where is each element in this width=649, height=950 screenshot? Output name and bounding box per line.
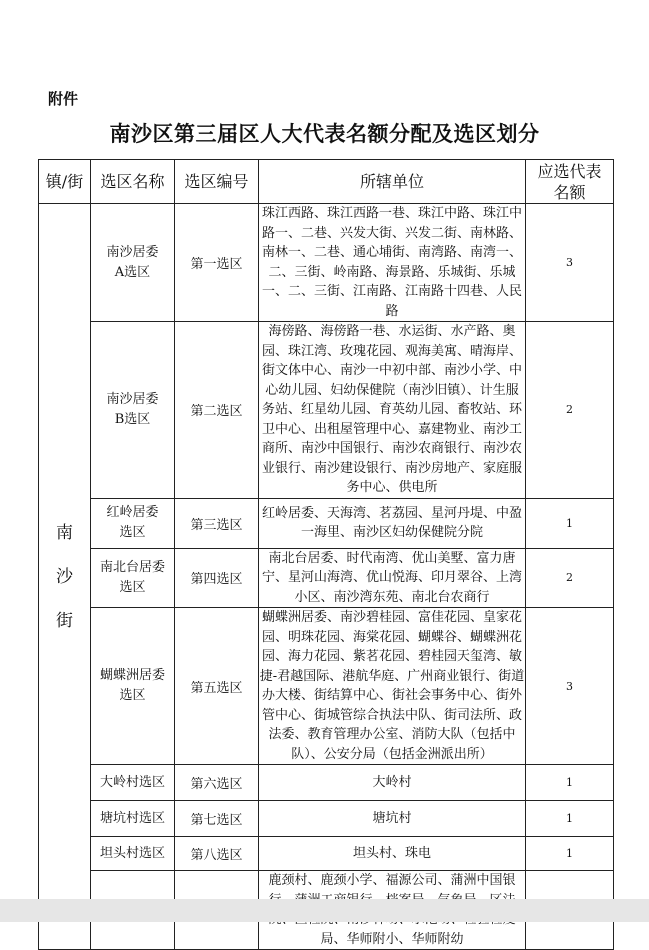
table-row	[39, 837, 614, 871]
district-number-cell: 第五选区	[175, 608, 259, 765]
table-row	[39, 801, 614, 837]
district-name-line: 坦头村选区	[99, 845, 165, 861]
district-name-line: A选区	[114, 264, 151, 280]
page-bottom-shade	[0, 899, 649, 922]
district-name-cell	[91, 322, 175, 499]
table-row	[39, 608, 614, 765]
district-name-cell	[91, 608, 175, 765]
header-seats	[526, 160, 614, 204]
allocation-table	[38, 159, 614, 950]
header-district-number: 选区编号	[175, 160, 259, 204]
page-title: 南沙区第三届区人大代表名额分配及选区划分	[109, 121, 540, 146]
seats-cell: 3	[526, 608, 614, 765]
table-row	[39, 498, 614, 548]
district-name-cell	[91, 837, 175, 871]
district-number-cell: 第二选区	[175, 322, 259, 499]
town-char: 街	[56, 610, 73, 631]
attachment-label: 附件	[48, 90, 79, 108]
district-number-cell: 第三选区	[175, 498, 259, 548]
town-cell	[39, 204, 91, 950]
units-cell: 南北台居委、时代南湾、优山美墅、富力唐宁、星河山海湾、优山悦海、印月翠谷、上湾小区、南沙湾东苑、南北台农商行	[259, 548, 526, 608]
district-name-line: 选区	[119, 525, 146, 540]
district-name-cell	[91, 801, 175, 837]
town-char: 南	[56, 522, 73, 543]
table-header-row	[39, 160, 614, 204]
table-row	[39, 204, 614, 322]
district-name-cell	[91, 498, 175, 548]
district-name-cell	[91, 765, 175, 801]
seats-cell: 1	[526, 837, 614, 871]
table-row	[39, 765, 614, 801]
district-number-cell: 第一选区	[175, 204, 259, 322]
seats-cell: 3	[526, 204, 614, 322]
header-district-name: 选区名称	[91, 160, 175, 204]
header-seats-line: 名额	[553, 182, 586, 202]
seats-cell: 2	[526, 548, 614, 608]
header-town: 镇/街	[39, 160, 91, 204]
district-name-line: 选区	[119, 688, 146, 703]
district-name-cell	[91, 548, 175, 608]
units-cell: 珠江西路、珠江西路一巷、珠江中路、珠江中路一、二巷、兴发大街、兴发二街、南林路、南林一、二巷、通心埔街、南湾路、南湾一、二、三街、岭南路、海景路、乐城街、乐城一、二、三街、江南路、江南路十四巷、人民路	[259, 204, 526, 322]
units-cell: 海傍路、海傍路一巷、水运街、水产路、奥园、珠江湾、玫瑰花园、观海美寓、晴海岸、街文体中心、南沙一中初中部、南沙小学、中心幼儿园、妇幼保健院（南沙旧镇）、计生服务站、红星幼儿园、育英幼儿园、畜牧站、环卫中心、出租屋管理中心、嘉建物业、南沙工商所、南沙中国银行、南沙农商银行、南沙农业银行、南沙建设银行、南沙房地产、家庭服务中心、供电所	[259, 322, 526, 499]
seats-cell: 1	[526, 765, 614, 801]
units-cell: 坦头村、珠电	[259, 837, 526, 871]
units-cell: 红岭居委、天海湾、茗荔园、星河丹堤、中盈一海里、南沙区妇幼保健院分院	[259, 498, 526, 548]
district-name-line: 南沙居委	[106, 244, 159, 260]
district-name-line: 蝴蝶洲居委	[99, 668, 165, 683]
seats-cell: 1	[526, 801, 614, 837]
district-name-line: 选区	[119, 579, 146, 595]
district-name-line: 塘坑村选区	[99, 810, 165, 826]
district-number-cell: 第四选区	[175, 548, 259, 608]
table-row	[39, 322, 614, 499]
header-seats-line: 应选代表	[537, 161, 602, 181]
district-name-line: 南沙居委	[106, 391, 159, 407]
district-name-line: 大岭村选区	[99, 774, 165, 790]
units-cell: 大岭村	[259, 765, 526, 801]
district-name-line: 南北台居委	[99, 559, 165, 575]
header-units: 所辖单位	[259, 160, 526, 204]
district-number-cell: 第八选区	[175, 837, 259, 871]
town-char: 沙	[56, 566, 73, 587]
district-name-line: 红岭居委	[106, 505, 159, 520]
units-cell: 鹿颈村、鹿颈小学、福源公司、蒲洲中国银 局、华师附小、华师附幼	[259, 871, 526, 950]
district-name-cell	[91, 204, 175, 322]
units-cell: 蝴蝶洲居委、南沙碧桂园、富佳花园、皇家花园、明珠花园、海棠花园、蝴蝶谷、蝴蝶洲花园、海力花园、紫茗花园、碧桂园天玺湾、敏捷-君越国际、港航华庭、广州商业银行、街道办大楼、街结算中心、街社会事务中心、街外管中心、街城管综合执法中队、街司法所、政法委、教育管理办公室、消防大队（包括中队）、公安分局（包括金洲派出所）	[259, 608, 526, 765]
seats-cell: 2	[526, 322, 614, 499]
seats-cell: 1	[526, 498, 614, 548]
district-number-cell: 第七选区	[175, 801, 259, 837]
district-name-line: B选区	[114, 411, 151, 427]
table-row	[39, 548, 614, 608]
district-number-cell: 第六选区	[175, 765, 259, 801]
units-cell: 塘坑村	[259, 801, 526, 837]
